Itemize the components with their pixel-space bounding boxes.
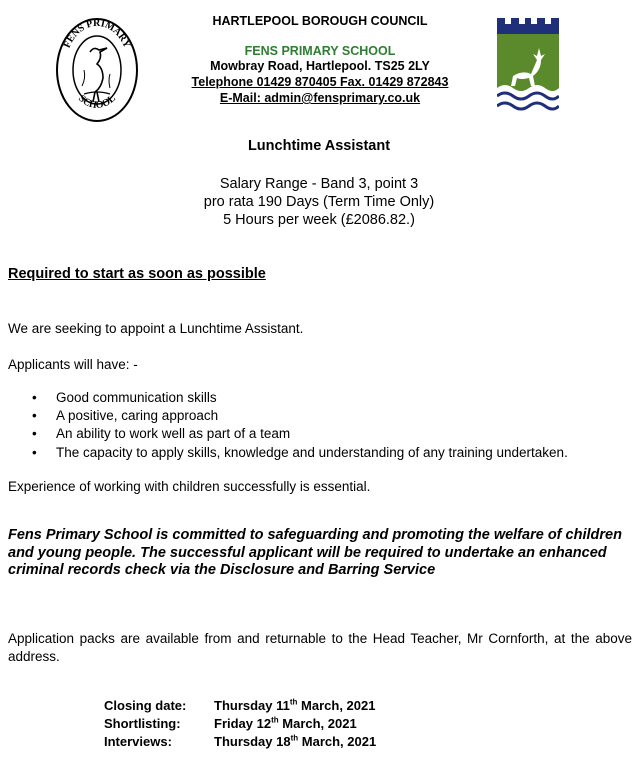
- interviews-row: [104, 733, 376, 751]
- safeguarding-statement: Fens Primary School is committed to safeguarding and promoting the welfare of children and young people. The successful applicant will be required to undertake an enhanced criminal records check via the Disclosure and Barring Service: [8, 527, 622, 578]
- email-link[interactable]: E-Mail: admin@fensprimary.co.uk: [219, 91, 421, 105]
- date-label: Interviews:: [104, 734, 172, 749]
- applicants-heading: Applicants will have: -: [8, 357, 138, 372]
- requirements-list: [8, 389, 568, 462]
- job-title: Lunchtime Assistant: [247, 138, 391, 154]
- list-item: • A positive, caring approach: [8, 407, 568, 425]
- closing-date-row: [104, 697, 376, 715]
- logo-top-text: FENS PRIMARY: [61, 17, 133, 50]
- council-crest: [497, 18, 559, 118]
- salary-days: pro rata 190 Days (Term Time Only): [203, 194, 435, 210]
- logo-bottom-text: SCHOOL: [76, 93, 118, 112]
- salary-range: Salary Range - Band 3, point 3: [219, 176, 419, 192]
- council-name: HARTLEPOOL BOROUGH COUNCIL: [212, 14, 428, 28]
- stag-crest-icon: [497, 18, 559, 118]
- date-label: Shortlisting:: [104, 716, 181, 731]
- salary-hours: 5 Hours per week (£2086.82.): [223, 212, 415, 228]
- shortlisting-row: [104, 715, 376, 733]
- school-name: FENS PRIMARY SCHOOL: [244, 44, 396, 58]
- school-address: Mowbray Road, Hartlepool. TS25 2LY: [210, 59, 430, 73]
- experience-text: Experience of working with children successfully is essential.: [8, 479, 371, 494]
- application-packs-text: Application packs are available from and returnable to the Head Teacher, Mr Cornforth, at the above address.: [8, 631, 632, 664]
- start-notice: Required to start as soon as possible: [8, 266, 266, 282]
- date-value: Thursday 18th March, 2021: [214, 733, 377, 749]
- svg-text:FENS PRIMARY: [62, 18, 133, 50]
- list-item: • An ability to work well as part of a team: [8, 425, 568, 443]
- date-label: Closing date:: [104, 698, 187, 713]
- phone-fax: Telephone 01429 870405 Fax. 01429 872843: [191, 75, 449, 89]
- date-value: Friday 12th March, 2021: [214, 715, 357, 731]
- list-item: • The capacity to apply skills, knowledge and understanding of any training undertaken.: [8, 444, 568, 462]
- date-value: Thursday 11th March, 2021: [214, 697, 376, 713]
- list-item: • Good communication skills: [8, 389, 568, 407]
- salary-block: [0, 175, 638, 229]
- intro-text: We are seeking to appoint a Lunchtime Assistant.: [8, 321, 304, 336]
- key-dates: [104, 697, 376, 751]
- school-logo: [54, 16, 140, 124]
- heron-emblem-icon: [54, 16, 140, 124]
